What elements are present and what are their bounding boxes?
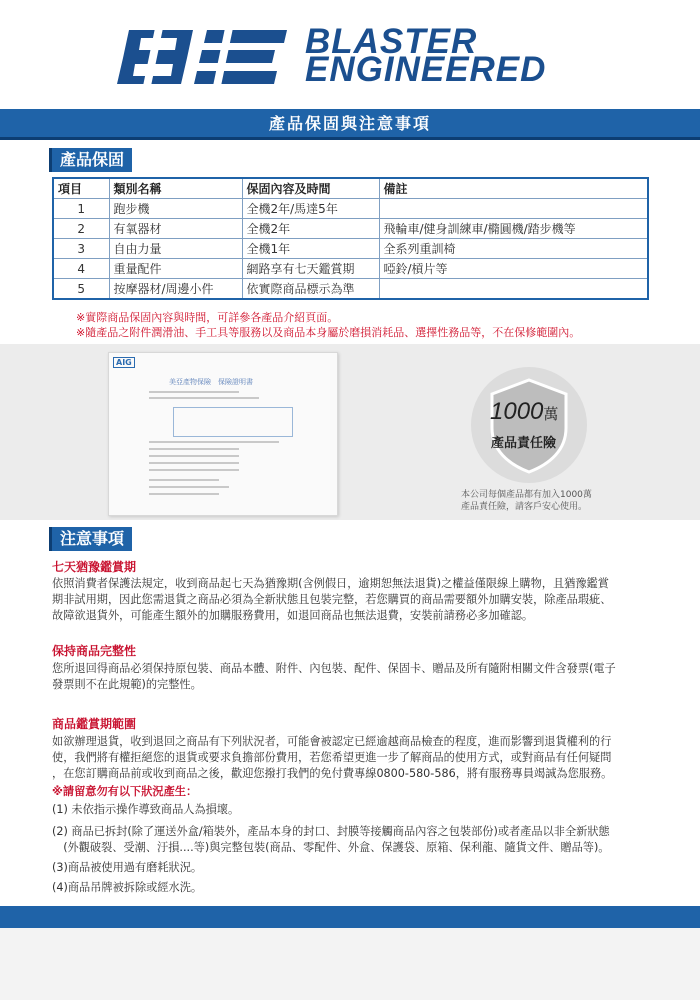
section-title-integrity: 保持商品完整性 [52,644,137,658]
cell-item: 2 [53,219,109,239]
certificate-text-line [149,462,239,464]
paragraph-line: 發票則不在此規範)的完整性。 [52,678,202,691]
liability-amount-unit: 萬 [543,406,559,423]
insurance-certificate-image [108,352,338,516]
certificate-text-line [149,455,239,457]
blaster-engineered-logo-icon [115,28,293,86]
paragraph-line: 依照消費者保護法規定，收到商品起七天為猶豫期(含例假日，逾期恕無法退貨)之權益僅限線上購物，且猶豫鑑賞 [52,577,609,590]
brand-wordmark [305,22,547,89]
cell-item: 5 [53,279,109,300]
cell-warranty: 依實際商品標示為準 [242,279,379,300]
col-header-item: 項目 [53,178,109,199]
warranty-note-2: ※隨產品之附件潤滑油、手工具等服務以及商品本身屬於磨損消耗品、選擇性務品等，不在保修範圍內。 [76,326,581,339]
cell-warranty: 全機2年 [242,219,379,239]
paragraph-line: 故障欲退貨外，可能產生額外的加購服務費用，如退回商品也無法退費，安裝前請務必多加確認。 [52,609,534,622]
insurance-band [0,344,700,520]
liability-amount [490,398,558,426]
table-row [53,239,648,259]
liability-note [461,489,592,513]
col-header-remarks: 備註 [379,178,648,199]
certificate-text-block [173,407,293,437]
cell-category: 按摩器材/周邊小件 [109,279,242,300]
col-header-category: 類別名稱 [109,178,242,199]
table-header-row [53,178,648,199]
certificate-text-line [149,391,239,393]
cell-item: 4 [53,259,109,279]
cell-category: 有氧器材 [109,219,242,239]
cell-category: 跑步機 [109,199,242,219]
warranty-note-1: ※實際商品保固內容與時間，可詳參各產品介紹頁面。 [76,311,339,324]
section-text-integrity [52,661,662,693]
paragraph-line: 期非試用期，因此您需退貨之商品必須為全新狀態且包裝完整，若您購買的商品需要額外加購安裝，除產品瑕疵、 [52,593,612,606]
notices-heading: 注意事項 [52,527,132,551]
paragraph-line: 使，我們將有權拒絕您的退貨或要求負擔部份費用，若您希望更進一步了解商品的使用方式，或對商品有任何疑問 [52,751,612,764]
brand-logo [115,22,595,90]
cell-remarks: 啞鈴/槓片等 [379,259,648,279]
footer-bar [0,906,700,928]
cell-remarks [379,279,648,300]
liability-note-line2: 產品責任險，請客戶安心使用。 [461,502,588,512]
cell-remarks: 飛輪車/健身訓練車/橢圓機/踏步機等 [379,219,648,239]
warranty-table [52,177,649,300]
attention-heading: ※請留意勿有以下狀況產生： [52,785,198,798]
condition-item-1: (1) 未依指示操作導致商品人為損壞。 [52,803,240,816]
condition-item-2 [52,824,662,856]
section-text-scope [52,734,662,782]
cell-category: 自由力量 [109,239,242,259]
certificate-text-line [149,397,259,399]
table-row [53,219,648,239]
section-text-cooling-off [52,576,662,624]
condition-item-2-line2: (外觀破裂、受潮、汙損....等)與完整包裝(商品、零配件、外盒、保護袋、原箱、保利龍、隨貨文件、贈品等)。 [52,841,610,854]
table-row [53,199,648,219]
certificate-text-line [149,479,219,481]
certificate-title: 美亞產物保險 保險證明書 [169,378,253,386]
page-title-bar [0,109,700,140]
cell-item: 1 [53,199,109,219]
brand-line2: ENGINEERED [305,50,547,89]
cell-warranty: 全機2年/馬達5年 [242,199,379,219]
condition-item-4: (4)商品吊牌被拆除或經水洗。 [52,881,203,894]
condition-item-3: (3)商品被使用過有磨耗狀況。 [52,861,203,874]
col-header-warranty: 保固內容及時間 [242,178,379,199]
paragraph-line: 您所退回得商品必須保持原包裝、商品本體、附件、內包裝、配件、保固卡、贈品及所有隨附相關文件含發票(電子 [52,662,616,675]
certificate-text-line [149,486,229,488]
page-title: 產品保固與注意事項 [268,114,431,133]
brand-line1: BLASTER [305,22,478,61]
cell-warranty: 網路享有七天鑑賞期 [242,259,379,279]
warranty-heading: 產品保固 [52,148,132,172]
cell-remarks: 全系列重訓椅 [379,239,648,259]
cell-warranty: 全機1年 [242,239,379,259]
liability-note-line1: 本公司每個產品都有加入1000萬 [461,490,592,500]
cell-category: 重量配件 [109,259,242,279]
certificate-text-line [149,469,239,471]
paragraph-line: 如欲辦理退貨，收到退回之商品有下列狀況者，可能會被認定已經逾越商品檢查的程度，進而影響到退貨權利的行 [52,735,612,748]
certificate-text-line [149,448,239,450]
section-title-cooling-off: 七天猶豫鑑賞期 [52,560,137,574]
condition-item-2-line1: (2) 商品已拆封(除了運送外盒/箱裝外，產品本身的封口、封膜等接觸商品內容之包裝部份)或者產品以非全新狀態 [52,825,610,838]
cell-remarks [379,199,648,219]
footer-area [0,928,700,1000]
aig-logo: AIG [113,357,135,368]
certificate-text-line [149,493,219,495]
liability-amount-value: 1000 [490,398,544,425]
section-title-scope: 商品鑑賞期範圍 [52,717,137,731]
cell-item: 3 [53,239,109,259]
table-row [53,279,648,300]
certificate-text-line [149,441,279,443]
liability-label: 產品責任險 [491,436,557,451]
table-row [53,259,648,279]
paragraph-line: ，在您訂購商品前或收到商品之後，歡迎您撥打我們的免付費專線0800-580-586，將有服務專員竭誠為您服務。 [52,767,613,780]
